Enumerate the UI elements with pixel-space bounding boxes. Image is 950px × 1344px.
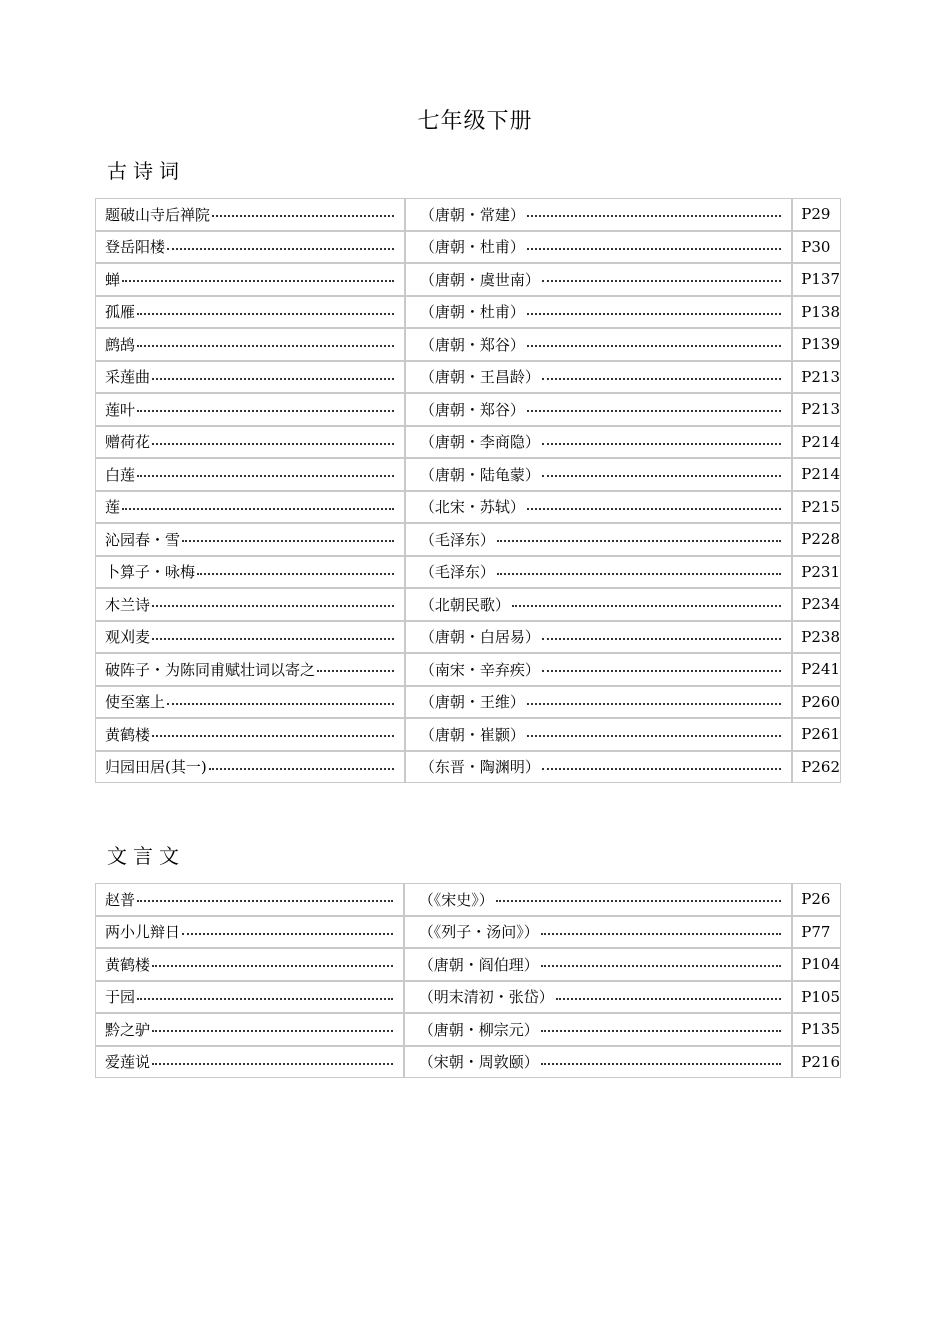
leader-dots bbox=[152, 1030, 393, 1032]
toc-author: （明末清初・张岱） bbox=[418, 988, 554, 1007]
toc-title-cell bbox=[96, 622, 406, 655]
toc-page-number: P77 bbox=[801, 922, 831, 941]
toc-author-cell bbox=[406, 557, 793, 590]
leader-dots bbox=[497, 540, 781, 542]
toc-author-cell bbox=[406, 752, 793, 783]
leader-dots bbox=[541, 965, 782, 967]
toc-page-number: P29 bbox=[801, 205, 831, 224]
toc-author-cell bbox=[406, 589, 793, 622]
toc-page-cell bbox=[793, 917, 840, 950]
toc-page-cell bbox=[793, 752, 840, 783]
toc-author: （唐朝・杜甫） bbox=[419, 238, 525, 257]
toc-page-cell bbox=[793, 199, 840, 232]
toc-page-number: P215 bbox=[801, 497, 840, 516]
toc-page-number: P213 bbox=[801, 367, 840, 386]
toc-title: 鹧鸪 bbox=[105, 335, 136, 354]
toc-row bbox=[96, 589, 840, 622]
toc-title: 卜算子・咏梅 bbox=[105, 563, 196, 582]
leader-dots bbox=[541, 933, 782, 935]
toc-author-cell bbox=[406, 524, 793, 557]
toc-page-number: P261 bbox=[801, 725, 840, 744]
toc-title-cell bbox=[96, 1014, 405, 1047]
toc-author: （北朝民歌） bbox=[419, 595, 510, 614]
toc-row bbox=[96, 297, 840, 330]
toc-author-cell bbox=[405, 1047, 794, 1078]
toc-title: 题破山寺后禅院 bbox=[105, 205, 211, 224]
toc-page-number: P214 bbox=[801, 432, 840, 451]
toc-row bbox=[96, 654, 840, 687]
toc-title: 破阵子・为陈同甫赋壮词以寄之 bbox=[105, 660, 316, 679]
toc-author: （唐朝・李商隐） bbox=[419, 433, 540, 452]
toc-row bbox=[96, 1047, 840, 1078]
toc-page-number: P137 bbox=[801, 270, 840, 289]
toc-title-cell bbox=[96, 297, 406, 330]
leader-dots bbox=[542, 638, 781, 640]
leader-dots bbox=[152, 638, 394, 640]
toc-author: （唐朝・王维） bbox=[419, 693, 525, 712]
leader-dots bbox=[167, 248, 394, 250]
leader-dots bbox=[182, 540, 394, 542]
toc-row bbox=[96, 362, 840, 395]
leader-dots bbox=[137, 475, 394, 477]
toc-title: 登岳阳楼 bbox=[105, 238, 166, 257]
toc-author: （唐朝・虞世南） bbox=[419, 270, 540, 289]
toc-row bbox=[96, 199, 840, 232]
toc-page-number: P139 bbox=[801, 335, 840, 354]
leader-dots bbox=[137, 410, 394, 412]
leader-dots bbox=[527, 215, 781, 217]
toc-title: 赠荷花 bbox=[105, 433, 151, 452]
toc-table-classical-prose bbox=[95, 883, 841, 1078]
leader-dots bbox=[541, 1030, 782, 1032]
toc-title-cell bbox=[96, 719, 406, 752]
toc-title-cell bbox=[96, 524, 406, 557]
toc-row bbox=[96, 459, 840, 492]
toc-page-number: P216 bbox=[801, 1052, 840, 1071]
toc-author-cell bbox=[406, 329, 793, 362]
toc-row bbox=[96, 719, 840, 752]
toc-author-cell bbox=[406, 199, 793, 232]
toc-title-cell bbox=[96, 329, 406, 362]
toc-page-cell bbox=[793, 589, 840, 622]
toc-title: 孤雁 bbox=[105, 303, 136, 322]
toc-row bbox=[96, 884, 840, 917]
toc-row bbox=[96, 752, 840, 783]
leader-dots bbox=[556, 998, 782, 1000]
toc-title: 赵普 bbox=[105, 890, 136, 909]
section-title-poetry: 古诗词 bbox=[107, 159, 185, 183]
toc-author: （东晋・陶渊明） bbox=[419, 758, 540, 777]
toc-page-number: P104 bbox=[801, 955, 840, 974]
leader-dots bbox=[137, 313, 394, 315]
toc-title-cell bbox=[96, 427, 406, 460]
toc-author-cell bbox=[406, 427, 793, 460]
toc-page-cell bbox=[793, 719, 840, 752]
toc-row bbox=[96, 982, 840, 1015]
leader-dots bbox=[527, 248, 781, 250]
leader-dots bbox=[542, 443, 781, 445]
toc-author: （唐朝・陆龟蒙） bbox=[419, 465, 540, 484]
toc-author: （《列子・汤问》） bbox=[418, 923, 539, 942]
toc-row bbox=[96, 557, 840, 590]
toc-title-cell bbox=[96, 982, 405, 1015]
leader-dots bbox=[137, 900, 393, 902]
toc-table-poetry bbox=[95, 198, 841, 783]
toc-title-cell bbox=[96, 884, 405, 917]
toc-title: 莲叶 bbox=[105, 400, 136, 419]
toc-row bbox=[96, 917, 840, 950]
toc-page-number: P231 bbox=[801, 562, 840, 581]
toc-author: （《宋史》） bbox=[418, 890, 494, 909]
toc-author-cell bbox=[406, 687, 793, 720]
toc-author: （南宋・辛弃疾） bbox=[419, 660, 540, 679]
toc-page-cell bbox=[793, 557, 840, 590]
toc-page-cell bbox=[793, 949, 840, 982]
toc-title: 观刈麦 bbox=[105, 628, 151, 647]
leader-dots bbox=[542, 378, 781, 380]
leader-dots bbox=[152, 965, 393, 967]
toc-author: （毛泽东） bbox=[419, 530, 495, 549]
leader-dots bbox=[527, 735, 781, 737]
toc-title-cell bbox=[96, 199, 406, 232]
toc-title: 木兰诗 bbox=[105, 595, 151, 614]
leader-dots bbox=[137, 345, 394, 347]
toc-author: （唐朝・柳宗元） bbox=[418, 1020, 539, 1039]
toc-title-cell bbox=[96, 394, 406, 427]
toc-page-cell bbox=[793, 297, 840, 330]
toc-author-cell bbox=[405, 917, 794, 950]
toc-page-cell bbox=[793, 459, 840, 492]
toc-page-number: P234 bbox=[801, 595, 840, 614]
leader-dots bbox=[212, 215, 394, 217]
toc-title-cell bbox=[96, 917, 405, 950]
leader-dots bbox=[209, 768, 394, 770]
toc-author-cell bbox=[406, 264, 793, 297]
leader-dots bbox=[541, 1063, 782, 1065]
toc-row bbox=[96, 329, 840, 362]
page-title: 七年级下册 bbox=[417, 109, 533, 134]
toc-page-number: P213 bbox=[801, 400, 840, 419]
toc-title: 沁园春・雪 bbox=[105, 530, 181, 549]
toc-author: （宋朝・周敦颐） bbox=[418, 1053, 539, 1072]
toc-page-number: P260 bbox=[801, 692, 840, 711]
toc-title-cell bbox=[96, 362, 406, 395]
toc-title-cell bbox=[96, 459, 406, 492]
leader-dots bbox=[137, 998, 393, 1000]
leader-dots bbox=[542, 475, 781, 477]
toc-page-cell bbox=[793, 1014, 840, 1047]
leader-dots bbox=[167, 703, 394, 705]
toc-title-cell bbox=[96, 752, 406, 783]
toc-page-number: P30 bbox=[801, 237, 831, 256]
toc-page-number: P238 bbox=[801, 627, 840, 646]
toc-author-cell bbox=[406, 362, 793, 395]
toc-title-cell bbox=[96, 589, 406, 622]
toc-page-number: P262 bbox=[801, 757, 840, 776]
toc-page-number: P241 bbox=[801, 660, 840, 679]
toc-title: 莲 bbox=[105, 498, 121, 517]
toc-row bbox=[96, 524, 840, 557]
toc-page-number: P228 bbox=[801, 530, 840, 549]
toc-page-cell bbox=[793, 1047, 840, 1078]
leader-dots bbox=[122, 280, 394, 282]
toc-title: 蝉 bbox=[105, 270, 121, 289]
leader-dots bbox=[197, 573, 394, 575]
toc-author: （唐朝・常建） bbox=[419, 205, 525, 224]
leader-dots bbox=[527, 508, 781, 510]
toc-row bbox=[96, 492, 840, 525]
toc-page-number: P105 bbox=[801, 987, 840, 1006]
leader-dots bbox=[527, 345, 781, 347]
toc-page-cell bbox=[793, 982, 840, 1015]
toc-author: （唐朝・杜甫） bbox=[419, 303, 525, 322]
toc-author: （唐朝・王昌龄） bbox=[419, 368, 540, 387]
leader-dots bbox=[317, 670, 394, 672]
toc-title-cell bbox=[96, 687, 406, 720]
toc-author: （唐朝・白居易） bbox=[419, 628, 540, 647]
toc-title: 爱莲说 bbox=[105, 1053, 151, 1072]
leader-dots bbox=[542, 670, 781, 672]
toc-title-cell bbox=[96, 264, 406, 297]
toc-title-cell bbox=[96, 492, 406, 525]
toc-author: （唐朝・郑谷） bbox=[419, 400, 525, 419]
toc-title-cell bbox=[96, 654, 406, 687]
toc-author-cell bbox=[406, 622, 793, 655]
toc-author-cell bbox=[406, 459, 793, 492]
toc-page-number: P138 bbox=[801, 302, 840, 321]
toc-title: 黔之驴 bbox=[105, 1020, 151, 1039]
toc-title-cell bbox=[96, 557, 406, 590]
toc-page-cell bbox=[793, 654, 840, 687]
toc-row bbox=[96, 622, 840, 655]
toc-title-cell bbox=[96, 232, 406, 265]
toc-author: （北宋・苏轼） bbox=[419, 498, 525, 517]
toc-row bbox=[96, 394, 840, 427]
toc-author-cell bbox=[405, 1014, 794, 1047]
toc-author: （毛泽东） bbox=[419, 563, 495, 582]
leader-dots bbox=[122, 508, 394, 510]
section-title-classical-prose: 文言文 bbox=[107, 844, 185, 868]
toc-author: （唐朝・崔颢） bbox=[419, 725, 525, 744]
toc-page-cell bbox=[793, 232, 840, 265]
toc-page-number: P135 bbox=[801, 1020, 840, 1039]
toc-title-cell bbox=[96, 1047, 405, 1078]
toc-author-cell bbox=[406, 232, 793, 265]
leader-dots bbox=[527, 410, 781, 412]
toc-page-cell bbox=[793, 264, 840, 297]
toc-title: 于园 bbox=[105, 988, 136, 1007]
leader-dots bbox=[182, 933, 393, 935]
toc-page-cell bbox=[793, 427, 840, 460]
toc-title: 两小儿辩日 bbox=[105, 923, 181, 942]
leader-dots bbox=[527, 313, 781, 315]
toc-page-cell bbox=[793, 884, 840, 917]
leader-dots bbox=[496, 900, 782, 902]
toc-author-cell bbox=[405, 982, 794, 1015]
leader-dots bbox=[152, 443, 394, 445]
leader-dots bbox=[542, 280, 781, 282]
toc-page-cell bbox=[793, 524, 840, 557]
leader-dots bbox=[152, 378, 394, 380]
toc-page-cell bbox=[793, 329, 840, 362]
toc-page-cell bbox=[793, 622, 840, 655]
toc-row bbox=[96, 264, 840, 297]
leader-dots bbox=[542, 768, 781, 770]
toc-title: 黄鹤楼 bbox=[105, 955, 151, 974]
toc-title: 归园田居(其一) bbox=[105, 758, 207, 777]
toc-title: 采莲曲 bbox=[105, 368, 151, 387]
leader-dots bbox=[152, 735, 394, 737]
toc-page-number: P214 bbox=[801, 465, 840, 484]
toc-title: 使至塞上 bbox=[105, 693, 166, 712]
toc-row bbox=[96, 232, 840, 265]
toc-page-cell bbox=[793, 362, 840, 395]
toc-row bbox=[96, 1014, 840, 1047]
toc-title-cell bbox=[96, 949, 405, 982]
leader-dots bbox=[497, 573, 781, 575]
toc-page-cell bbox=[793, 492, 840, 525]
toc-author-cell bbox=[406, 719, 793, 752]
leader-dots bbox=[512, 605, 781, 607]
toc-page-cell bbox=[793, 394, 840, 427]
toc-row bbox=[96, 687, 840, 720]
leader-dots bbox=[527, 703, 781, 705]
toc-author-cell bbox=[406, 654, 793, 687]
toc-author: （唐朝・阎伯理） bbox=[418, 955, 539, 974]
toc-title: 黄鹤楼 bbox=[105, 725, 151, 744]
toc-row bbox=[96, 427, 840, 460]
toc-author: （唐朝・郑谷） bbox=[419, 335, 525, 354]
leader-dots bbox=[152, 1063, 393, 1065]
leader-dots bbox=[152, 605, 394, 607]
toc-author-cell bbox=[406, 394, 793, 427]
toc-title: 白莲 bbox=[105, 465, 136, 484]
toc-author-cell bbox=[406, 492, 793, 525]
toc-author-cell bbox=[406, 297, 793, 330]
toc-author-cell bbox=[405, 949, 794, 982]
toc-row bbox=[96, 949, 840, 982]
toc-page-number: P26 bbox=[801, 890, 831, 909]
toc-page-cell bbox=[793, 687, 840, 720]
toc-author-cell bbox=[405, 884, 794, 917]
